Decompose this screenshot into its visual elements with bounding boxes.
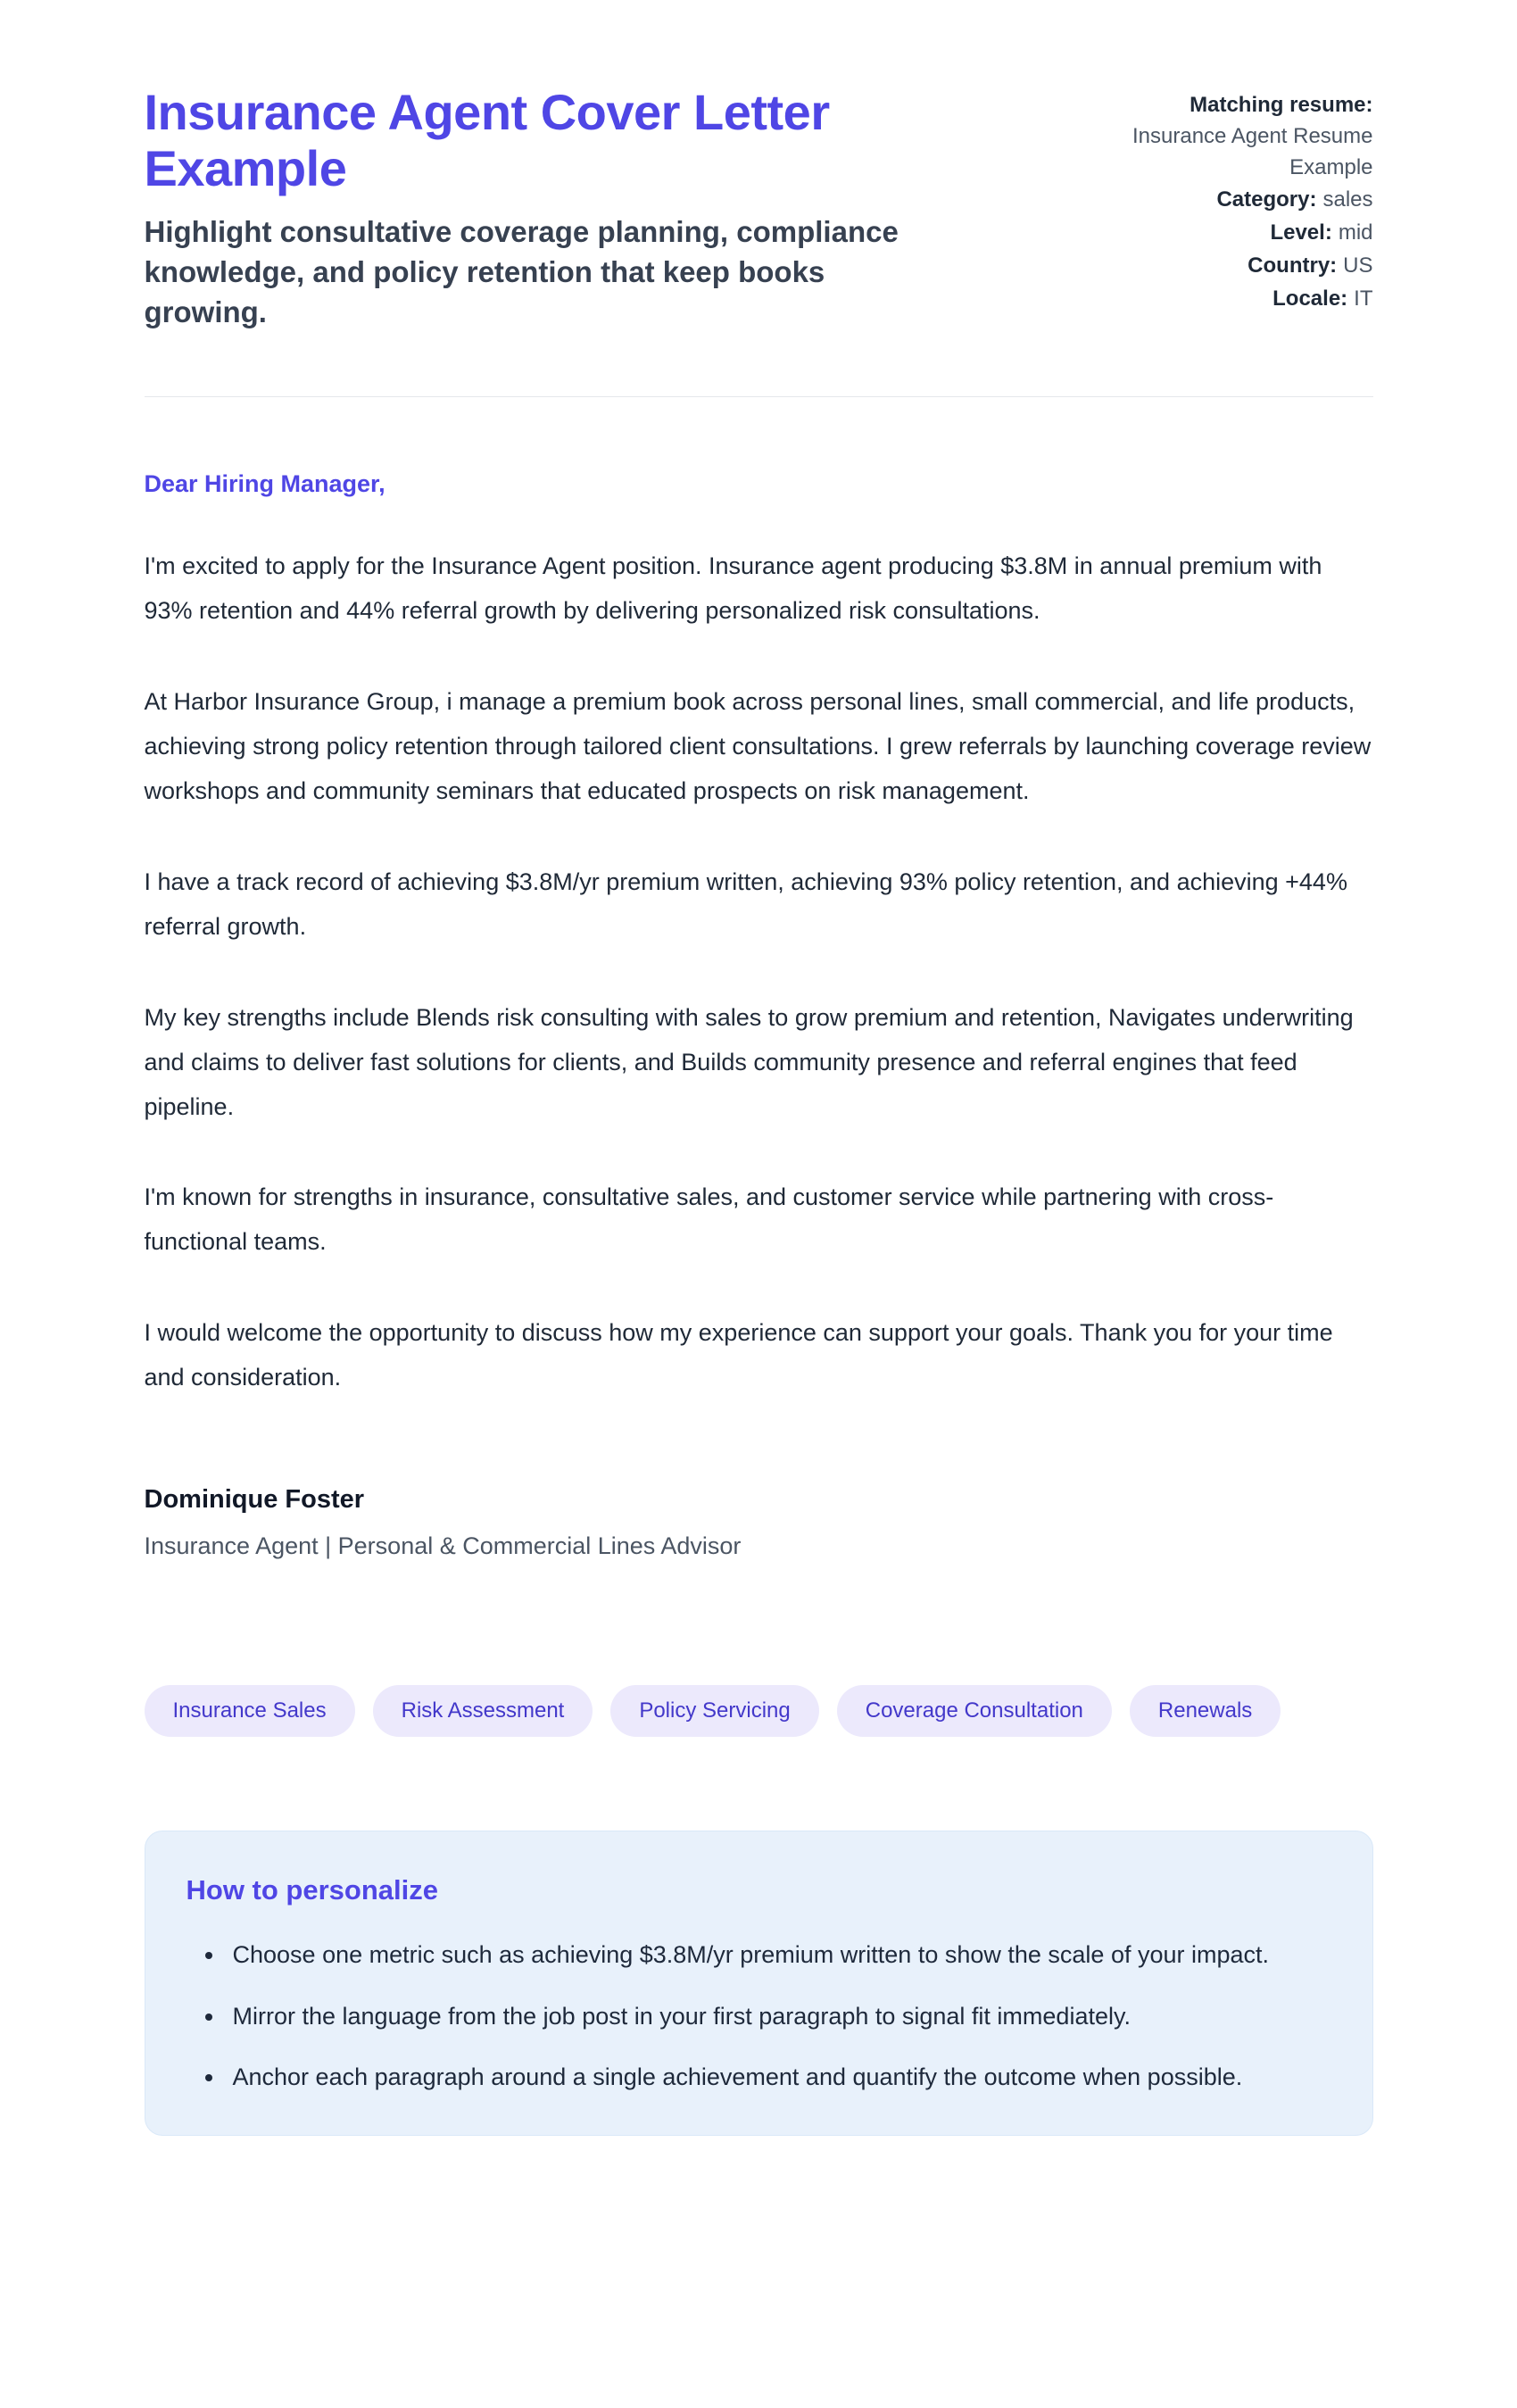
meta-label-matching-resume: Matching resume: [1190, 93, 1373, 117]
letter-paragraph: I'm known for strengths in insurance, consultative sales, and customer service while partnering with cross-functional teams. [144, 1183, 1274, 1256]
tag-risk-assessment: Risk Assessment [373, 1685, 593, 1737]
letter-paragraph: My key strengths include Blends risk consulting with sales to grow premium and retention, Navigates underwriting and claims to deliver fast solutions for clients, and Builds community presence and referral engines that feed pipeline. [144, 1003, 1354, 1120]
meta-value-matching-resume: Insurance Agent Resume Example [1132, 123, 1373, 179]
page-subtitle: Highlight consultative coverage planning, compliance knowledge, and policy retention that keep books growing. [144, 215, 899, 328]
letter-paragraph: I would welcome the opportunity to discuss how my experience can support your goals. Thank you for your time and consideration. [144, 1319, 1333, 1391]
header-divider [145, 396, 1373, 397]
meta-label-level: Level: [1270, 220, 1332, 245]
header-title-block [145, 85, 1001, 332]
personalize-bullet: • Anchor each paragraph around a single achievement and quantify the outcome when possible. [226, 2055, 1331, 2099]
personalize-bullet: • Choose one metric such as achieving $3.8M/yr premium written to show the scale of your impact. [226, 1933, 1331, 1977]
page-header [145, 85, 1373, 332]
meta-label-country: Country: [1248, 253, 1338, 278]
letter-body [145, 544, 1373, 1400]
letter-paragraph: At Harbor Insurance Group, i manage a premium book across personal lines, small commercial, and life products, achieving strong policy retention through tailored client consultations. I grew referrals by launching coverage review workshops and community seminars that educated prospects on risk management. [144, 687, 1372, 804]
meta-value-category: sales [1322, 187, 1373, 212]
personalize-bullet: • Mirror the language from the job post in your first paragraph to signal fit immediately. [226, 1995, 1331, 2038]
page-title: Insurance Agent Cover Letter Example [144, 84, 830, 196]
meta-value-locale: IT [1354, 286, 1373, 311]
tag-insurance-sales: Insurance Sales [145, 1685, 355, 1737]
meta-country [1106, 251, 1373, 282]
meta-category [1106, 185, 1373, 216]
meta-value-level: mid [1338, 220, 1373, 245]
skill-tags [145, 1685, 1373, 1737]
personalize-box [145, 1831, 1373, 2136]
meta-locale [1106, 284, 1373, 315]
tag-policy-servicing: Policy Servicing [610, 1685, 818, 1737]
cover-letter-page [145, 0, 1373, 2252]
resume-meta-panel [1106, 85, 1373, 317]
letter-paragraph: I have a track record of achieving $3.8M/yr premium written, achieving 93% policy retention, and achieving +44% referral growth. [144, 868, 1347, 940]
tag-renewals: Renewals [1130, 1685, 1281, 1737]
signature-title: Insurance Agent | Personal & Commercial Lines Advisor [144, 1532, 742, 1560]
meta-label-locale: Locale: [1272, 286, 1348, 311]
meta-matching-resume [1106, 90, 1373, 183]
letter-salutation: Dear Hiring Manager, [144, 470, 385, 498]
meta-level [1106, 218, 1373, 249]
signature-name: Dominique Foster [144, 1485, 365, 1515]
meta-value-country: US [1343, 253, 1373, 278]
personalize-list [187, 1933, 1331, 2099]
meta-label-category: Category: [1216, 187, 1317, 212]
personalize-heading: How to personalize [186, 1874, 438, 1906]
letter-paragraph: I'm excited to apply for the Insurance Agent position. Insurance agent producing $3.8M in annual premium with 93% retention and 44% referral growth by delivering personalized risk consultations. [144, 552, 1322, 625]
tag-coverage-consultation: Coverage Consultation [837, 1685, 1112, 1737]
